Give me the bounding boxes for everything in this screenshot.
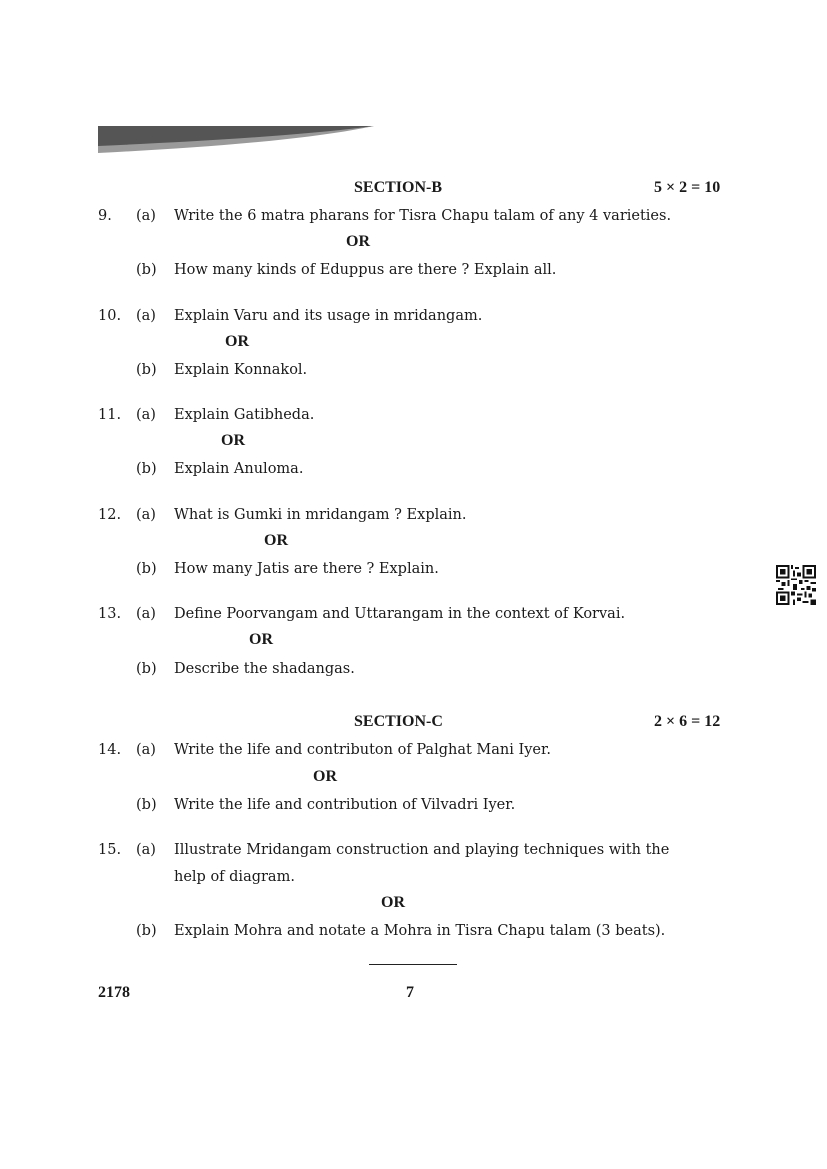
question-text: Illustrate Mridangam construction and playing techniques with the [174, 842, 670, 858]
option-b-label: (b) [136, 797, 157, 813]
or-separator: OR [264, 532, 288, 549]
option-b-label: (b) [136, 561, 157, 577]
question-text: What is Gumki in mridangam ? Explain. [174, 507, 467, 523]
or-separator: OR [249, 631, 273, 648]
question-number: 12. [98, 507, 122, 523]
question-text: Write the 6 matra pharans for Tisra Chapu talam of any 4 varieties. [174, 208, 672, 224]
question-text: Define Poorvangam and Uttarangam in the context of Korvai. [174, 606, 626, 622]
or-separator: OR [221, 432, 245, 449]
or-separator: OR [225, 333, 249, 350]
option-a-label: (a) [136, 208, 156, 224]
header-swoosh-decoration [98, 126, 376, 154]
section-b-marks: 5 × 2 = 10 [654, 179, 721, 196]
paper-code: 2178 [98, 984, 130, 1001]
question-text: How many kinds of Eduppus are there ? Explain all. [174, 262, 557, 278]
or-separator: OR [381, 894, 405, 911]
option-a-label: (a) [136, 308, 156, 324]
qr-code-icon [776, 565, 816, 605]
section-c-marks: 2 × 6 = 12 [654, 713, 721, 730]
option-a-label: (a) [136, 507, 156, 523]
page-number: 7 [406, 984, 414, 1001]
option-a-label: (a) [136, 606, 156, 622]
question-number: 10. [98, 308, 122, 324]
question-text: Explain Konnakol. [174, 362, 308, 378]
or-separator: OR [313, 768, 337, 785]
option-a-label: (a) [136, 842, 156, 858]
option-b-label: (b) [136, 461, 157, 477]
footer-rule [369, 964, 457, 965]
option-a-label: (a) [136, 407, 156, 423]
question-text: Describe the shadangas. [174, 661, 355, 677]
question-text: Explain Mohra and notate a Mohra in Tisra Chapu talam (3 beats). [174, 923, 666, 939]
section-b-title: SECTION-B [354, 179, 443, 196]
option-b-label: (b) [136, 661, 157, 677]
option-b-label: (b) [136, 362, 157, 378]
question-number: 9. [98, 208, 112, 224]
question-number: 14. [98, 742, 122, 758]
question-number: 15. [98, 842, 122, 858]
question-text: How many Jatis are there ? Explain. [174, 561, 439, 577]
question-text: Explain Anuloma. [174, 461, 304, 477]
question-number: 13. [98, 606, 122, 622]
option-b-label: (b) [136, 262, 157, 278]
question-text-continued: help of diagram. [174, 869, 295, 885]
question-number: 11. [98, 407, 122, 423]
option-a-label: (a) [136, 742, 156, 758]
question-text: Explain Gatibheda. [174, 407, 315, 423]
option-b-label: (b) [136, 923, 157, 939]
section-c-title: SECTION-C [354, 713, 443, 730]
question-text: Explain Varu and its usage in mridangam. [174, 308, 483, 324]
question-text: Write the life and contribution of Vilvadri Iyer. [174, 797, 516, 813]
question-text: Write the life and contributon of Palghat Mani Iyer. [174, 742, 551, 758]
or-separator: OR [346, 233, 370, 250]
